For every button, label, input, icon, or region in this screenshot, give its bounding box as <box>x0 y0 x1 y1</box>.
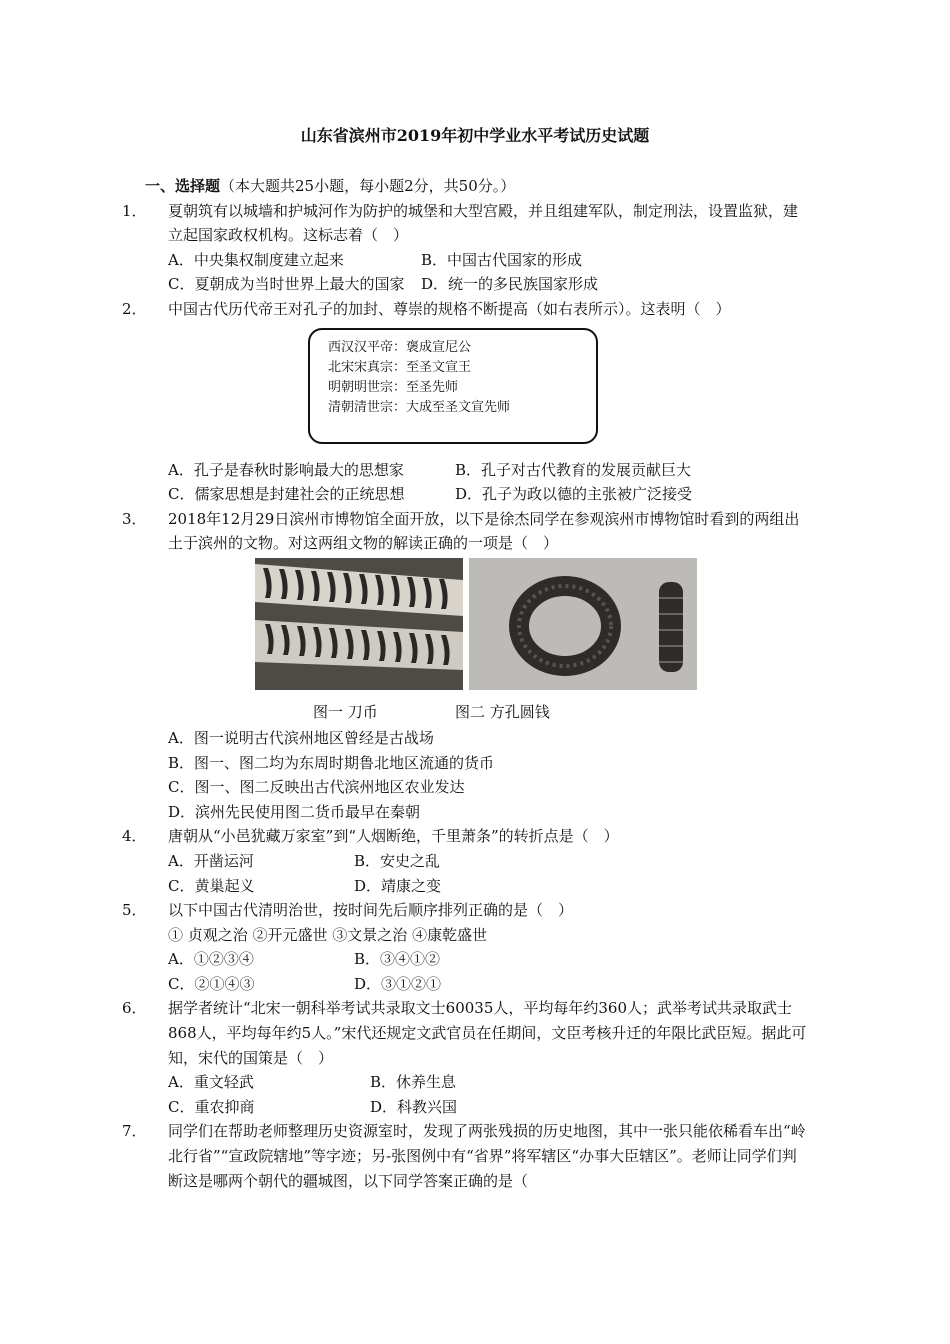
option-d: D．统一的多民族国家形成 <box>421 275 599 294</box>
question-text: 2018年12月29日滨州市博物馆全面开放，以下是徐杰同学在参观滨州市博物馆时看到的两组出土于滨州的文物。对这两组文物的解读正确的一项是（ ） <box>168 509 800 553</box>
question-text: 夏朝筑有以城墙和护城河作为防护的城堡和大型宫殿，并且组建军队，制定刑法，设置监狱，建立起国家政权机构。这标志着（ ） <box>168 201 799 245</box>
question-5 <box>122 898 810 996</box>
option-a: A．①②③④ <box>168 950 254 969</box>
question-number: 5． <box>122 901 147 920</box>
section-heading <box>145 174 810 199</box>
question-7 <box>122 1119 810 1193</box>
question-text: 以下中国古代清明治世，按时间先后顺序排列正确的是（ ） <box>168 901 574 920</box>
option-b: B．安史之乱 <box>354 851 441 870</box>
title-table <box>308 328 598 444</box>
question-number: 3． <box>122 509 147 528</box>
question-text: 中国古代历代帝王对孔子的加封、尊崇的规格不断提高（如右表所示）。这表明（ ） <box>168 299 731 318</box>
option-d: D．孔子为政以德的主张被广泛接受 <box>455 485 693 504</box>
option-b: B．孔子对古代教育的发展贡献巨大 <box>455 460 692 479</box>
round-coins-photo <box>469 558 697 690</box>
options <box>145 726 810 824</box>
option-c: C．重农抑商 <box>168 1097 255 1116</box>
option-b: B．③④①② <box>354 950 441 969</box>
page-title: 山东省滨州市2019年初中学业水平考试历史试题 <box>300 126 650 145</box>
options <box>145 248 810 297</box>
section-label: 一、选择题 <box>145 177 221 195</box>
option-c: C．黄巢起义 <box>168 876 255 895</box>
option-c: C．儒家思想是封建社会的正统思想 <box>168 485 405 504</box>
option-c: C．夏朝成为当时世界上最大的国家 <box>168 275 405 294</box>
option-c: C．图一、图二反映出古代滨州地区农业发达 <box>168 778 465 797</box>
option-b: B．图一、图二均为东周时期鲁北地区流通的货币 <box>168 753 495 772</box>
option-a: A．重文轻武 <box>168 1073 254 1092</box>
question-6 <box>122 996 810 1119</box>
caption-round-coins: 图二 方孔圆钱 <box>455 702 550 721</box>
table-row: 清朝清世宗：大成至圣文宣先师 <box>328 399 511 415</box>
option-d: D．滨州先民使用图二货币最早在秦朝 <box>168 802 421 821</box>
table-row: 北宋宋真宗：至圣文宣王 <box>328 359 472 375</box>
option-a: A．孔子是春秋时影响最大的思想家 <box>168 460 404 479</box>
option-c: C．②①④③ <box>168 974 255 993</box>
option-d: D．科教兴国 <box>370 1097 458 1116</box>
section-instructions: （本大题共25小题，每小题2分，共50分。） <box>220 177 516 195</box>
option-a: A．图一说明古代滨州地区曾经是古战场 <box>168 728 434 747</box>
question-3 <box>122 507 810 825</box>
image-captions <box>145 700 810 726</box>
exam-content <box>122 174 810 1193</box>
question-number: 1． <box>122 201 147 220</box>
question-number: 7． <box>122 1122 147 1141</box>
question-number: 6． <box>122 999 147 1018</box>
table-row: 西汉汉平帝：褒成宣尼公 <box>328 339 472 355</box>
caption-knife-coins: 图一 刀币 <box>313 702 378 721</box>
question-4 <box>122 824 810 898</box>
question-text: 唐朝从“小邑犹藏万家室”到“人烟断绝，千里萧条”的转折点是（ ） <box>168 827 619 846</box>
options <box>145 849 810 898</box>
knife-coins-photo <box>255 558 463 690</box>
option-b: B．中国古代国家的形成 <box>421 250 583 269</box>
options <box>145 1070 810 1119</box>
question-items: ① 贞观之治 ②开元盛世 ③文景之治 ④康乾盛世 <box>168 925 488 944</box>
options <box>145 458 810 507</box>
question-number: 2． <box>122 299 147 318</box>
table-row: 明朝明世宗：至圣先师 <box>328 379 459 395</box>
option-a: A．开凿运河 <box>168 851 254 870</box>
question-text: 同学们在帮助老师整理历史资源室时，发现了两张残损的历史地图，其中一张只能依稀看车出“岭北行省”“宣政院辖地”等字迹；另-张图例中有“省界”将军辖区“办事大臣辖区”。老师让同学们判断这是哪两个朝代的疆城图，以下同学答案正确的是（ <box>168 1122 806 1190</box>
question-text: 据学者统计“北宋一朝科举考试共录取文士60035人，平均每年约360人；武举考试共录取武士868人，平均每年约5人。”宋代还规定文武官员在任期间，文臣考核升迁的年限比武臣短。据此可知，宋代的国策是（ ） <box>168 999 807 1067</box>
option-d: D．③①②① <box>354 974 442 993</box>
option-b: B．休养生息 <box>370 1073 457 1092</box>
option-a: A．中央集权制度建立起来 <box>168 250 344 269</box>
question-number: 4． <box>122 827 147 846</box>
artifact-images <box>145 558 810 700</box>
question-1 <box>122 199 810 297</box>
option-d: D．靖康之变 <box>354 876 442 895</box>
options <box>145 947 810 996</box>
question-2 <box>122 297 810 507</box>
